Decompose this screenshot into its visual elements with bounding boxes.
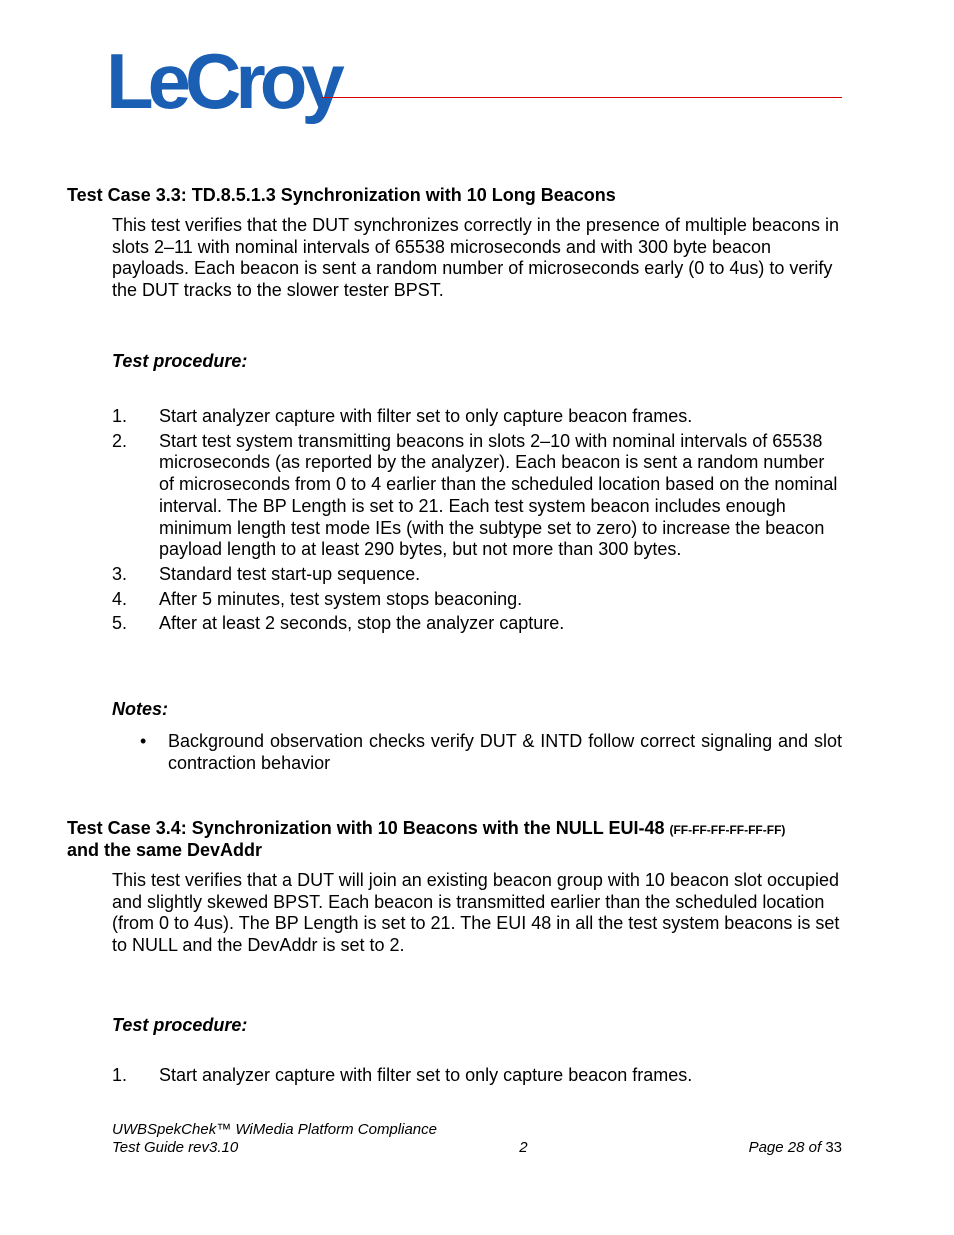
header-rule [322, 97, 842, 98]
footer-page-number [749, 1139, 842, 1157]
procedure-step [112, 1065, 842, 1087]
section-3-3-description: This test verifies that the DUT synchronizes correctly in the presence of multiple beacons in slots 2–11 with nominal intervals of 65538 microseconds and with 300 byte beacon payloads. Each beacon is sent a random number of microseconds early (0 to 4us) to verify the DUT tracks to the slower tester BPST. [112, 215, 839, 301]
procedure-steps [112, 1065, 842, 1090]
notes-heading: Notes: [112, 699, 169, 719]
procedure-step [112, 613, 842, 635]
section-heading-3-4 [67, 817, 785, 841]
step-text: After at least 2 seconds, stop the analyzer capture. [159, 613, 565, 634]
notes-bullet-item [140, 731, 842, 774]
step-text: Standard test start-up sequence. [159, 563, 421, 584]
procedure-step [112, 431, 842, 561]
step-text: Start analyzer capture with filter set to only capture beacon frames. [159, 406, 693, 426]
procedure-step [112, 564, 842, 586]
step-number: 1. [112, 406, 128, 426]
test-procedure-heading: Test procedure: [112, 351, 248, 371]
procedure-steps [112, 406, 842, 638]
footer-product-line: UWBSpekChek™ WiMedia Platform Compliance [112, 1121, 437, 1138]
procedure-step [112, 589, 842, 611]
step-number: 2. [112, 430, 128, 451]
page-total: 33 [825, 1139, 842, 1156]
page-footer [112, 1121, 842, 1157]
step-text: After 5 minutes, test system stops beaconing. [159, 588, 523, 609]
step-text: Start analyzer capture with filter set to only capture beacon frames. [159, 1065, 693, 1085]
bullet-icon: • [140, 731, 147, 751]
footer-center-number: 2 [519, 1139, 528, 1156]
step-number: 4. [112, 588, 128, 609]
lecroy-logo: LeCroy [106, 37, 339, 125]
procedure-step [112, 406, 842, 428]
section-heading-3-3: Test Case 3.3: TD.8.5.1.3 Synchronization with 10 Long Beacons [67, 185, 616, 205]
step-number: 5. [112, 613, 128, 634]
section-heading-3-4-line2: and the same DevAddr [67, 840, 263, 860]
footer-row [112, 1139, 842, 1157]
test-procedure-heading: Test procedure: [112, 1015, 248, 1035]
page-prefix: Page 28 of [748, 1139, 822, 1156]
step-number: 1. [112, 1065, 128, 1085]
section-3-4-description: This test verifies that a DUT will join an existing beacon group with 10 beacon slot occupied and slightly skewed BPST. Each beacon is transmitted earlier than the scheduled location (from 0 to 4us). The BP Length is set to 21. The EUI 48 in all the test system beacons is set to NULL and the DevAddr is set to 2. [112, 870, 840, 956]
section-heading-eui: (FF-FF-FF-FF-FF-FF) [669, 823, 786, 837]
step-text: Start test system transmitting beacons in slots 2–10 with nominal intervals of 65538 microseconds (as reported by the analyzer). Each beacon is sent a random number of microseconds from 0 to 4 earlier than the scheduled location based on the nominal interval. The BP Length is set to 21. Each test system beacon includes enough minimum length test mode IEs (with the subtype set to zero) to increase the beacon payload length to at least 290 bytes, but not more than 300 bytes. [159, 430, 838, 560]
note-text: Background observation checks verify DUT & INTD follow correct signaling and slot contraction behavior [168, 731, 842, 773]
step-number: 3. [112, 563, 128, 584]
footer-guide-rev: Test Guide rev3.10 [112, 1139, 239, 1156]
section-heading-main: Test Case 3.4: Synchronization with 10 Beacons with the NULL EUI-48 [67, 818, 665, 838]
